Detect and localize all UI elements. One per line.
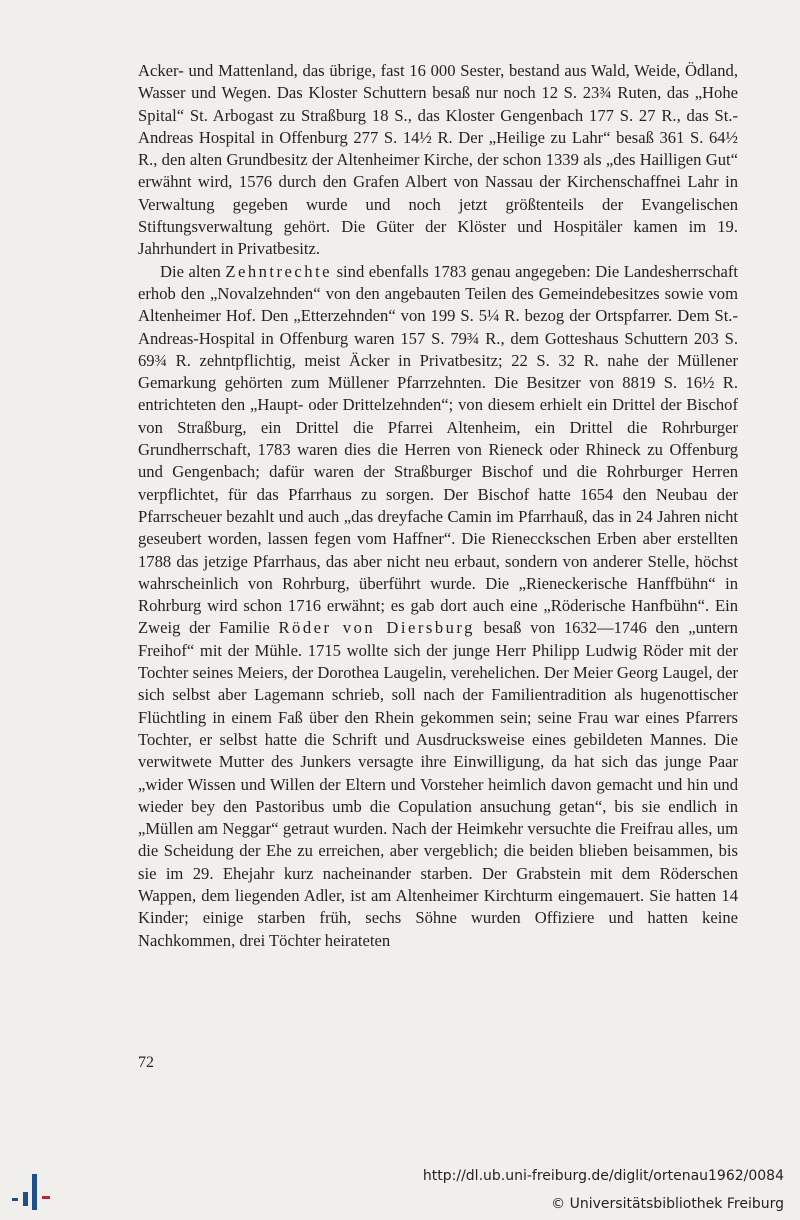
text-segment: Acker- und Mattenland, das übrige, fast 16 000 Sester, bestand aus Wald, Weide, Ödland, Wasser und Wegen. Das Kloster Schuttern besaß nur noch 12 S. 23¾ Ruten, das „Hohe Spital“ St. Arbogast zu Straßburg 18 S., das Kloster Gengenbach 177 S. 27 R., das St.-Andreas Hospital in Offenburg 277 S. 14½ R. Der „Heilige zu Lahr“ besaß 361 S. 64½ R., den alten Grundbesitz der Altenheimer Kirche, der schon 1339 als „des Hailligen Gut“ erwähnt wird, 1576 durch den Grafen Albert von Nassau der Kirchenschaffnei Lahr in Verwaltung gegeben wurde und noch jetzt größtenteils der Evangelischen Stiftungsverwaltung gehört. Die Güter der Klöster und Hospitäler kamen im 19. Jahrhundert in Privatbesitz.	[138, 61, 738, 259]
text-segment: sind ebenfalls 1783 genau angegeben: Die Landesherrschaft erhob den „Novalzehnden“ von den angebauten Teilen des Gemeindebesitzes sowie vom Altenheimer Hof. Den „Etterzehnden“ von 199 S. 5¼ R. bezog der Ortspfarrer. Dem St.-Andreas-Hospital in Offenburg waren 157 S. 79¾ R., dem Gotteshaus Schuttern 203 S. 69¾ R. zehntpflichtig, meist Äcker in Privatbesitz; 22 S. 32 R. nahe der Müllener Gemarkung gehörten zum Müllener Pfarrzehnten. Die Besitzer von 8819 S. 16½ R. entrichteten den „Haupt- oder Drittelzehnden“; von diesem erhielt ein Drittel der Bischof von Straßburg, ein Drittel die Pfarrei Altenheim, ein Drittel die Rohrburger Grundherrschaft, 1783 waren dies die Herren von Rieneck oder Rhineck zu Offenburg und Gengenbach; dafür waren der Straßburger Bischof und die Rohrburger Herren verpflichtet, für das Pfarrhaus zu sorgen. Der Bischof hatte 1654 den Neubau der Pfarrscheuer bezahlt und auch „das dreyfache Camin im Pfarrhauß, das in 24 Jahren nicht geseubert worden, lassen fegen vom Haffner“. Die Rienecckschen Erben aber erstellten 1788 das jetzige Pfarrhaus, das aber nicht neu erbaut, sondern von anderer Stelle, höchst wahrscheinlich von Rohrburg, überführt wurde. Die „Rieneckerische Hanffbühn“ in Rohrburg wird schon 1716 erwähnt; es gab dort auch eine „Röderische Hanfbühn“. Ein Zweig der Familie	[138, 261, 738, 638]
text-segment: Die alten	[160, 261, 226, 281]
body-text	[138, 60, 738, 952]
text-segment: besaß von 1632—1746 den „untern Freihof“ mit der Mühle. 1715 wollte sich der junge Herr Philipp Ludwig Röder mit der Tochter seines Meiers, der Dorothea Laugelin, verehelichen. Der Meier Georg Laugel, der sich selbst aber Lagemann schrieb, soll nach der Familientradition als hugenottischer Flüchtling in einem Faß über den Rhein gekommen sein; seine Frau war eines Pfarrers Tochter, er selbst hatte die Schrift und Ausdrucksweise eines gebildeten Mannes. Die verwitwete Mutter des Junkers versagte ihre Einwilligung, da hat sich das junge Paar „wider Wissen und Willen der Eltern und Vorsteher heimlich davon gemacht und hin und wieder bey den Pastoribus umb die Copulation ansuchung getan“, bis sie endlich in „Müllen am Neggar“ getraut wurden. Nach der Heimkehr versuchte die Freifrau alles, um die Scheidung der Ehe zu erreichen, aber vergeblich; die beiden blieben beisammen, bis sie im 29. Ehejahr kurz nacheinander starben. Der Grabstein mit dem Röderschen Wappen, dem liegenden Adler, ist am Altenheimer Kirchturm eingemauert. Sie hatten 14 Kinder; einige starben früh, sechs Söhne wurden Offiziere und hatten keine Nachkommen, drei Töchter heirateten	[138, 618, 738, 950]
spaced-emphasis-text: Zehntrechte	[225, 261, 333, 281]
paragraph	[138, 60, 738, 261]
paragraph	[138, 261, 738, 952]
copyright-notice: © Universitätsbibliothek Freiburg	[551, 1196, 784, 1212]
spaced-emphasis-text: Röder von Diersburg	[278, 618, 475, 638]
source-url[interactable]: http://dl.ub.uni-freiburg.de/diglit/ortenau1962/0084	[422, 1168, 784, 1184]
ub-freiburg-logo-icon	[10, 1172, 54, 1212]
page-number: 72	[138, 1054, 154, 1071]
